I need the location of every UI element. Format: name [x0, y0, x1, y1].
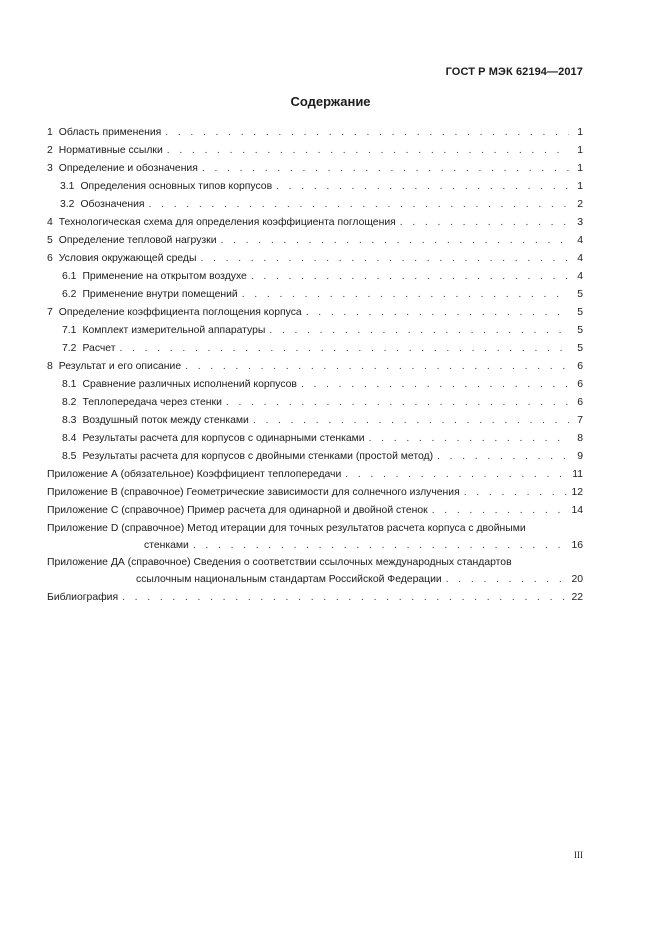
toc-title: Результаты расчета для корпусов с двойными стенками (простой метод): [82, 451, 434, 462]
toc-page: 6: [577, 379, 583, 390]
toc-item-3-1[interactable]: [47, 178, 583, 196]
toc-number: 8.2: [62, 397, 77, 408]
toc-page: 5: [577, 343, 583, 354]
toc-title-continuation: ссылочным национальным стандартам Российской Федерации: [136, 574, 442, 585]
toc-page: 7: [577, 415, 583, 426]
toc-title-continuation: стенками: [144, 540, 189, 551]
toc-number: 6.2: [62, 289, 77, 300]
toc-title: Определение коэффициента поглощения корпуса: [58, 307, 302, 318]
dot-leader: [400, 214, 569, 232]
toc-item-8[interactable]: [47, 358, 583, 376]
toc-page: 11: [572, 469, 583, 480]
toc-item-6[interactable]: [47, 250, 583, 268]
toc-item-8-3[interactable]: [47, 412, 583, 430]
toc-annex-a[interactable]: [47, 466, 583, 484]
dot-leader: [193, 537, 568, 555]
toc-title: Определения основных типов корпусов: [80, 181, 273, 192]
toc-number: 3.1: [60, 181, 75, 192]
toc-page: 3: [577, 217, 583, 228]
toc-page: 9: [577, 451, 583, 462]
dot-leader: [345, 466, 568, 484]
toc-page: 12: [571, 487, 583, 498]
toc-annex-da[interactable]: [47, 554, 583, 589]
toc-title: Результаты расчета для корпусов с одинарными стенками: [82, 433, 365, 444]
toc-item-4[interactable]: [47, 214, 583, 232]
toc-page: 22: [571, 592, 583, 603]
toc-page: 5: [577, 307, 583, 318]
dot-leader: [269, 322, 569, 340]
toc-bibliography[interactable]: [47, 589, 583, 607]
toc-number: 6: [47, 253, 53, 264]
toc-title: Применение внутри помещений: [82, 289, 238, 300]
toc-page: 5: [577, 289, 583, 300]
toc-title: Технологическая схема для определения коэффициента поглощения: [58, 217, 396, 228]
toc-title: Комплект измерительной аппаратуры: [82, 325, 266, 336]
toc-item-7-2[interactable]: [47, 340, 583, 358]
dot-leader: [185, 358, 569, 376]
toc-annex-b[interactable]: [47, 484, 583, 502]
toc-title: Обозначения: [80, 199, 145, 210]
dot-leader: [437, 448, 569, 466]
toc-page: 4: [577, 271, 583, 282]
toc-number: 7.2: [62, 343, 77, 354]
toc-item-3-2[interactable]: [47, 196, 583, 214]
dot-leader: [251, 268, 569, 286]
toc-title: Определение тепловой нагрузки: [58, 235, 217, 246]
toc-title: Определение и обозначения: [58, 163, 198, 174]
toc-item-8-1[interactable]: [47, 376, 583, 394]
toc-item-6-1[interactable]: [47, 268, 583, 286]
toc-number: 8.4: [62, 433, 77, 444]
toc-item-1[interactable]: [47, 124, 583, 142]
toc-title: Приложение С (справочное) Пример расчета для одинарной и двойной стенок: [47, 505, 428, 516]
dot-leader: [446, 571, 568, 589]
toc-number: 7.1: [62, 325, 77, 336]
toc-title: Теплопередача через стенки: [82, 397, 222, 408]
toc-page: 2: [577, 199, 583, 210]
toc-title: Расчет: [82, 343, 116, 354]
toc-number: 3.2: [60, 199, 75, 210]
toc-number: 8.5: [62, 451, 77, 462]
dot-leader: [221, 232, 569, 250]
dot-leader: [120, 340, 569, 358]
toc-number: 8.3: [62, 415, 77, 426]
toc-item-5[interactable]: [47, 232, 583, 250]
toc-number: 5: [47, 235, 53, 246]
toc-title: Сравнение различных исполнений корпусов: [82, 379, 297, 390]
toc-page: 1: [577, 181, 583, 192]
toc-number: 8.1: [62, 379, 77, 390]
dot-leader: [122, 589, 567, 607]
toc-page: 14: [571, 505, 583, 516]
dot-leader: [149, 196, 569, 214]
toc-item-8-5[interactable]: [47, 448, 583, 466]
dot-leader: [167, 142, 569, 160]
table-of-contents: [47, 124, 583, 607]
toc-page: 20: [571, 574, 583, 585]
toc-number: 7: [47, 307, 53, 318]
toc-page: 1: [577, 127, 583, 138]
toc-annex-c[interactable]: [47, 502, 583, 520]
toc-number: 4: [47, 217, 53, 228]
standard-header: ГОСТ Р МЭК 62194—2017: [445, 66, 583, 78]
toc-item-7-1[interactable]: [47, 322, 583, 340]
toc-item-3[interactable]: [47, 160, 583, 178]
dot-leader: [306, 304, 569, 322]
toc-title: Приложение В (справочное) Геометрические зависимости для солнечного излучения: [47, 487, 460, 498]
toc-title: Воздушный поток между стенками: [82, 415, 249, 426]
dot-leader: [226, 394, 569, 412]
toc-item-7[interactable]: [47, 304, 583, 322]
toc-number: 8: [47, 361, 53, 372]
toc-page: 4: [577, 235, 583, 246]
toc-number: 3: [47, 163, 53, 174]
toc-title: Результат и его описание: [58, 361, 182, 372]
toc-number: 6.1: [62, 271, 77, 282]
dot-leader: [165, 124, 569, 142]
dot-leader: [202, 160, 569, 178]
toc-page: 6: [577, 397, 583, 408]
toc-item-6-2[interactable]: [47, 286, 583, 304]
page-title: Содержание: [290, 94, 371, 109]
toc-title: Приложение А (обязательное) Коэффициент теплопередачи: [47, 469, 342, 480]
dot-leader: [253, 412, 569, 430]
page-number: III: [574, 850, 583, 860]
toc-page: 8: [577, 433, 583, 444]
toc-annex-d[interactable]: [47, 520, 583, 554]
toc-title: Приложение ДА (справочное) Сведения о соответствии ссылочных международных стандартов: [47, 557, 512, 568]
dot-leader: [464, 484, 568, 502]
dot-leader: [276, 178, 569, 196]
toc-page: 5: [577, 325, 583, 336]
dot-leader: [301, 376, 569, 394]
toc-title: Приложение D (справочное) Метод итерации для точных результатов расчета корпуса с двойными: [47, 523, 526, 534]
toc-page: 4: [577, 253, 583, 264]
toc-title: Область применения: [58, 127, 162, 138]
dot-leader: [369, 430, 569, 448]
toc-number: 1: [47, 127, 53, 138]
dot-leader: [242, 286, 569, 304]
toc-item-2[interactable]: [47, 142, 583, 160]
toc-number: 2: [47, 145, 53, 156]
toc-page: 6: [577, 361, 583, 372]
dot-leader: [432, 502, 568, 520]
toc-title: Нормативные ссылки: [58, 145, 163, 156]
toc-item-8-4[interactable]: [47, 430, 583, 448]
dot-leader: [200, 250, 569, 268]
toc-title: Условия окружающей среды: [58, 253, 197, 264]
toc-page: 1: [577, 163, 583, 174]
toc-title: Применение на открытом воздухе: [82, 271, 247, 282]
toc-item-8-2[interactable]: [47, 394, 583, 412]
toc-page: 1: [577, 145, 583, 156]
toc-title: Библиография: [47, 592, 119, 603]
toc-page: 16: [571, 540, 583, 551]
